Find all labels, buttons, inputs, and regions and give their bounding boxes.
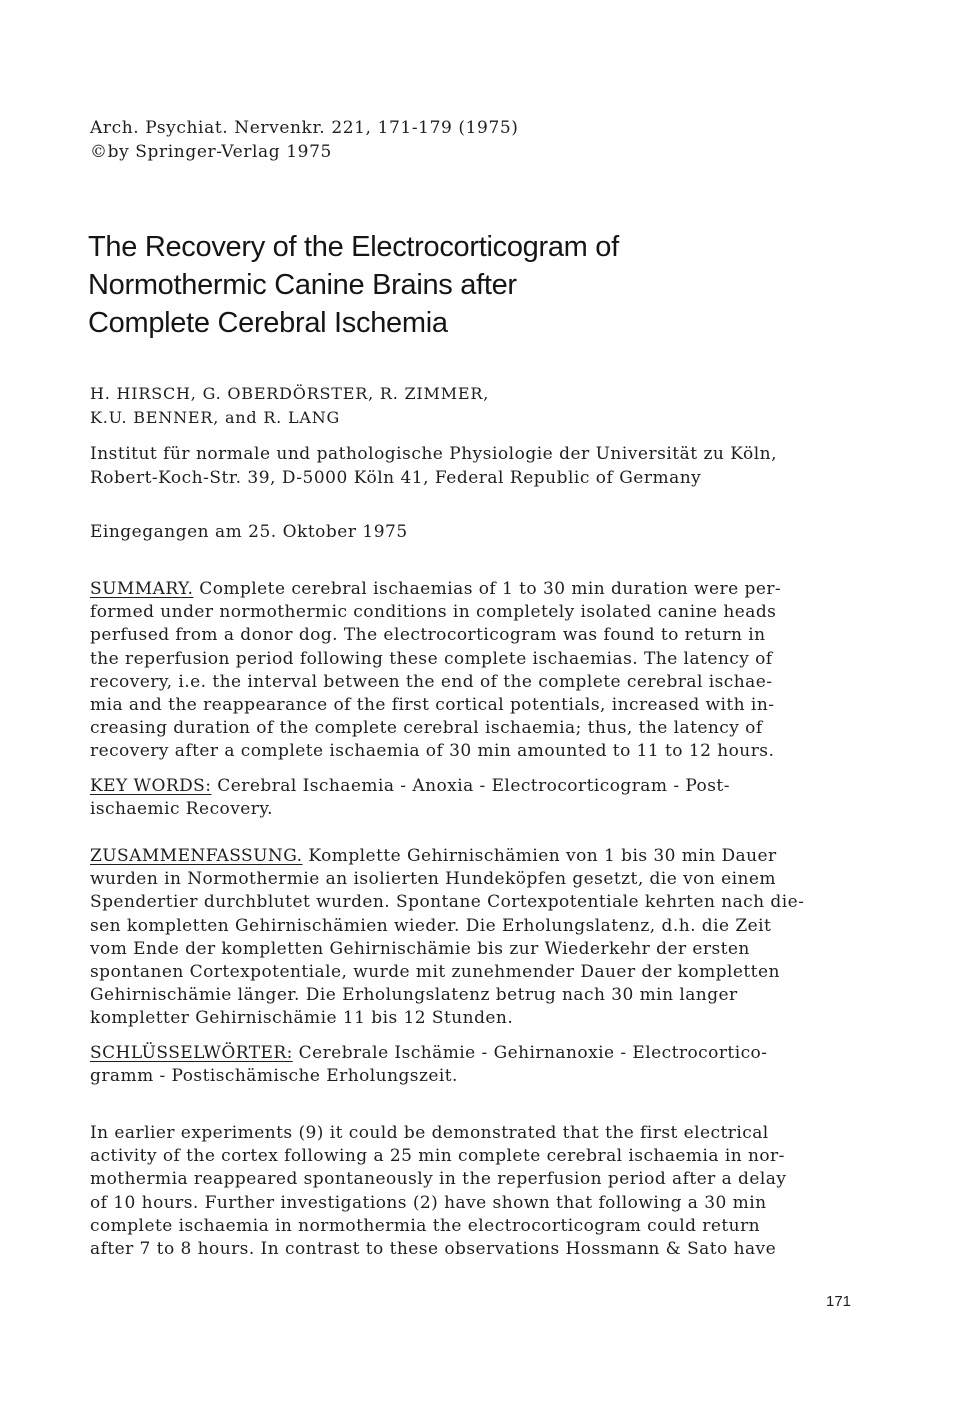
summary-line: recovery, i.e. the interval between the end of the complete cerebral ischae- bbox=[90, 671, 773, 692]
summary-paragraph bbox=[90, 578, 890, 764]
affiliation-line: Institut für normale und pathologische Physiologie der Universität zu Köln, bbox=[90, 444, 778, 464]
authors-line: H. HIRSCH, G. OBERDÖRSTER, R. ZIMMER, bbox=[90, 384, 490, 403]
authors bbox=[90, 382, 489, 430]
zusammenfassung-paragraph bbox=[90, 845, 890, 1031]
zusammenfassung-line: vom Ende der kompletten Gehirnischämie bis zur Wiederkehr der ersten bbox=[90, 938, 750, 959]
body-line: activity of the cortex following a 25 min complete cerebral ischaemia in nor- bbox=[90, 1146, 785, 1167]
zusammenfassung-heading: ZUSAMMENFASSUNG. bbox=[90, 846, 303, 866]
key-words-heading: KEY WORDS: bbox=[90, 776, 212, 796]
body-line: after 7 to 8 hours. In contrast to these observations Hossmann & Sato have bbox=[90, 1239, 777, 1260]
authors-line: K.U. BENNER, and R. LANG bbox=[90, 408, 341, 427]
summary-line: recovery after a complete ischaemia of 30 min amounted to 11 to 12 hours. bbox=[90, 741, 775, 762]
key-words-text: Cerebral Ischaemia - Anoxia - Electrocorticogram - Post- bbox=[211, 776, 730, 796]
body-line: mothermia reappeared spontaneously in the reperfusion period after a delay bbox=[90, 1169, 787, 1190]
zusammenfassung-line: Gehirnischämie länger. Die Erholungslatenz betrug nach 30 min langer bbox=[90, 985, 738, 1006]
zusammenfassung-line: sen kompletten Gehirnischämien wieder. Die Erholungslatenz, d.h. die Zeit bbox=[90, 915, 772, 936]
summary-line: the reperfusion period following these complete ischaemias. The latency of bbox=[90, 648, 773, 669]
journal-citation: Arch. Psychiat. Nervenkr. 221, 171-179 (1975) bbox=[90, 118, 519, 138]
schluesselwoerter-heading: SCHLÜSSELWÖRTER: bbox=[90, 1043, 293, 1063]
summary-line: formed under normothermic conditions in completely isolated canine heads bbox=[90, 602, 777, 623]
summary-text: Complete cerebral ischaemias of 1 to 30 min duration were per- bbox=[193, 579, 782, 599]
zusammenfassung-line: spontanen Cortexpotentiale, wurde mit zunehmender Dauer der kompletten bbox=[90, 962, 780, 983]
copyright-line: ©by Springer-Verlag 1975 bbox=[90, 142, 332, 162]
title-line: The Recovery of the Electrocorticogram of bbox=[88, 231, 619, 263]
affiliation-line: Robert-Koch-Str. 39, D-5000 Köln 41, Federal Republic of Germany bbox=[90, 468, 702, 488]
zusammenfassung-line: Spendertier durchblutet wurden. Spontane Cortexpotentiale kehrten nach die- bbox=[90, 892, 805, 913]
zusammenfassung-line: wurden in Normothermie an isolierten Hundeköpfen gesetzt, die von einem bbox=[90, 869, 776, 890]
summary-line: creasing duration of the complete cerebral ischaemia; thus, the latency of bbox=[90, 718, 763, 739]
summary-line: mia and the reappearance of the first cortical potentials, increased with in- bbox=[90, 695, 775, 716]
key-words-line: ischaemic Recovery. bbox=[90, 799, 274, 820]
journal-header bbox=[90, 116, 519, 164]
key-words-paragraph bbox=[90, 775, 890, 821]
affiliation bbox=[90, 442, 777, 490]
schluesselwoerter-line: gramm - Postischämische Erholungszeit. bbox=[90, 1066, 458, 1087]
schluesselwoerter-first-line bbox=[90, 1042, 890, 1065]
body-paragraph bbox=[90, 1122, 890, 1261]
schluesselwoerter-text: Cerebrale Ischämie - Gehirnanoxie - Electrocortico- bbox=[292, 1043, 768, 1063]
zusammenfassung-line: kompletter Gehirnischämie 11 bis 12 Stunden. bbox=[90, 1008, 514, 1029]
body-line: In earlier experiments (9) it could be demonstrated that the first electrical bbox=[90, 1123, 769, 1143]
body-line: complete ischaemia in normothermia the electrocorticogram could return bbox=[90, 1215, 761, 1236]
zusammenfassung-text: Komplette Gehirnischämien von 1 bis 30 min Dauer bbox=[302, 846, 777, 866]
received-date: Eingegangen am 25. Oktober 1975 bbox=[90, 522, 408, 542]
page-number: 171 bbox=[826, 1293, 852, 1310]
summary-first-line bbox=[90, 578, 890, 601]
schluesselwoerter-paragraph bbox=[90, 1042, 890, 1088]
title-line: Normothermic Canine Brains after bbox=[88, 269, 517, 301]
zusammenfassung-first-line bbox=[90, 845, 890, 868]
title-line: Complete Cerebral Ischemia bbox=[88, 307, 448, 339]
summary-line: perfused from a donor dog. The electrocorticogram was found to return in bbox=[90, 625, 766, 646]
key-words-first-line bbox=[90, 775, 890, 798]
summary-heading: SUMMARY. bbox=[90, 579, 194, 599]
body-line: of 10 hours. Further investigations (2) have shown that following a 30 min bbox=[90, 1192, 767, 1213]
article-title bbox=[88, 228, 619, 342]
